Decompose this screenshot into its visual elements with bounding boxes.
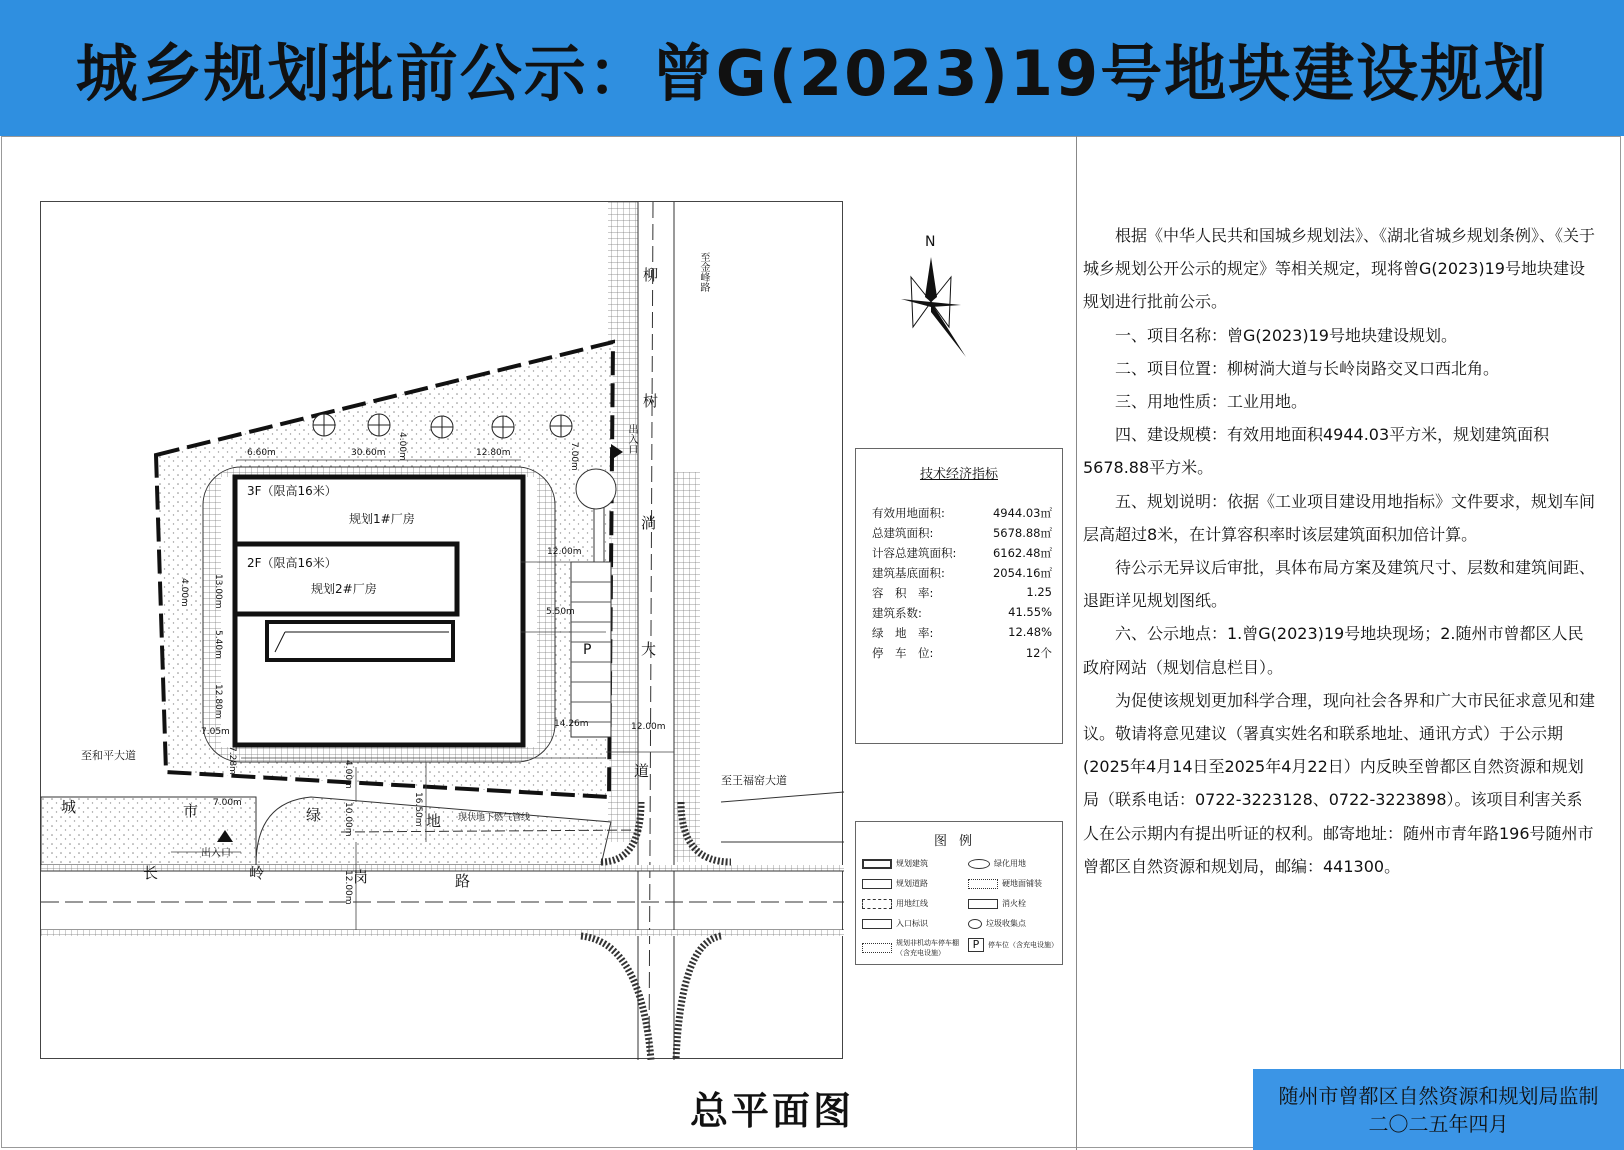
dim-6: 12.00m [547,547,582,557]
notice-paragraph: 为促使该规划更加科学合理，现向社会各界和广大市民征求意见和建议。敬请将意见建议（署真实姓名和联系地址、通讯方式）于公示期(2025年4月14日至2025年4月22日）内反映至曾都区自然资源和规划局（联系电话：0722-3223128、0722-3223898）。该项目利害关系人在公示期内有提出听证的权利。邮寄地址：随州市青年路196号随州市曾都区自然资源和规划局，邮编：441300。 [1083,690,1596,876]
tech-row [872,565,1052,581]
hydrant-icon [968,899,998,909]
building-1-floors: 3F（限高16米） [247,484,337,498]
paving-symbol-icon [968,879,998,889]
tech-key: 绿 地 率: [872,626,934,640]
tech-value: 1.25 [1026,585,1052,599]
dim-20: 12.00m [343,870,353,905]
legend-item [968,938,1058,952]
footer-date: 二〇二五年四月 [1368,1112,1509,1136]
dim-17: 16.50m [413,792,423,827]
notice-paragraph: 五、规划说明：依据《工业项目建设用地指标》文件要求，规划车间层高超过8米，在计算容积率时该层建筑面积加倍计算。 [1083,491,1596,544]
road-char-1: 柳 [643,266,659,284]
dim-13: 7.28m [227,746,237,775]
tech-key: 有效用地面积: [872,506,945,520]
legend [855,821,1063,965]
legend-label: 消火栓 [1002,899,1026,908]
green-char-3: 绿 [306,806,322,824]
page-title: 城乡规划批前公示：曾G(2023)19号地块建设规划 [75,36,1549,110]
legend-item [862,858,928,869]
dim-4: 4.00m [397,432,407,461]
tech-row [872,645,1052,661]
tech-key: 停 车 位: [872,646,934,660]
legend-label: 绿化用地 [994,859,1026,868]
green-char-1: 城 [61,798,77,816]
tech-title: 技术经济指标 [919,467,998,482]
legend-item [862,918,928,929]
dim-7: 5.50m [546,607,575,617]
dim-10: 5.40m [213,630,223,659]
entrance-east-label: 出入口 [626,424,637,454]
bike-shed-icon [862,943,892,953]
road-char-2: 树 [643,392,659,410]
dim-2: 30.60m [351,448,386,458]
dim-15: 12.00m [631,722,666,732]
tech-value: 4944.03㎡ [992,506,1052,520]
notice-paragraph: 四、建设规模：有效用地面积4944.03平方米，规划建筑面积5678.88平方米。 [1083,425,1550,478]
dim-18: 10.00m [343,802,353,837]
road-char-8: 岗 [353,868,369,886]
dim-3: 12.80m [476,448,511,458]
tech-value: 6162.48㎡ [992,546,1052,560]
site-plan-drawing [41,202,844,1060]
road-char-6: 长 [143,864,159,882]
footer-issuer: 随州市曾都区自然资源和规划局监制 [1278,1084,1599,1108]
green-land-icon [968,859,990,869]
header-banner [0,0,1624,136]
legend-item [968,898,1026,909]
building-2-floors: 2F（限高16米） [247,556,337,570]
legend-label: 用地红线 [896,899,928,908]
dim-1: 6.60m [247,448,276,458]
notice-paragraph: 一、项目名称：曾G(2023)19号地块建设规划。 [1115,325,1457,345]
garbage-point-icon [968,919,982,929]
legend-item [968,878,1042,889]
tech-key: 总建筑面积: [872,526,934,540]
entrance-marker-icon [862,919,892,929]
notice-text [1083,219,1598,883]
dim-8: 4.00m [179,578,189,607]
dim-14: 14.26m [554,719,589,729]
dim-5: 7.00m [569,442,579,471]
legend-label: 规划非机动车停车棚（含充电设施） [896,939,959,957]
notice-paragraph: 三、用地性质：工业用地。 [1115,392,1308,412]
legend-label: 垃圾收集点 [986,919,1026,928]
parking-icon: P [968,938,984,952]
tech-indicators-table [855,448,1063,744]
legend-item [862,898,928,909]
legend-label: 规划建筑 [896,859,928,868]
tech-row [872,585,1052,601]
legend-label: 硬地面铺装 [1002,879,1042,888]
road-char-4: 大 [641,640,657,658]
legend-label: 入口标识 [896,919,928,928]
dim-12: 7.05m [201,727,230,737]
road-char-3: 淌 [641,514,657,532]
tech-key: 建筑系数: [872,606,922,620]
tech-row [872,625,1052,641]
plan-title: 总平面图 [690,1089,855,1133]
notice-paragraph: 二、项目位置：柳树淌大道与长岭岗路交叉口西北角。 [1115,358,1500,378]
tech-key: 建筑基底面积: [872,566,945,580]
building-1-name: 规划1#厂房 [349,512,415,526]
tech-value: 5678.88㎡ [992,526,1052,540]
road-char-9: 路 [455,872,471,890]
legend-label: 停车位（含充电设施） [988,941,1058,949]
legend-label: 规划道路 [896,879,928,888]
column-divider [1076,136,1077,1150]
tech-value: 12.48% [1008,625,1052,639]
parking-mark: P [583,642,592,658]
building-2-name: 规划2#厂房 [311,582,377,596]
road-symbol-icon [862,879,892,889]
building-symbol-icon [862,859,892,869]
tech-value: 2054.16㎡ [992,566,1052,580]
legend-item [862,938,962,958]
legend-item [968,918,1026,929]
entrance-south-label: 出入口 [201,848,231,859]
tech-value: 12个 [1025,646,1052,660]
gas-line-label: 现状地下燃气管线 [458,813,531,823]
tech-row [872,525,1052,541]
tech-row [872,605,1052,621]
footer-badge [1253,1069,1624,1150]
dim-16: 4.00m [343,760,353,789]
notice-paragraph: 六、公示地点：1.曾G(2023)19号地块现场；2.随州市曾都区人民政府网站（规划信息栏目）。 [1083,624,1584,677]
tech-row [872,545,1052,561]
north-label: N [925,234,936,250]
notice-paragraph: 待公示无异议后审批，具体布局方案及建筑尺寸、层数和建筑间距、退距详见规划图纸。 [1083,558,1596,611]
tech-key: 容 积 率: [872,586,934,600]
green-char-4: 地 [426,812,442,830]
legend-item [968,858,1026,869]
legend-title: 图例 [933,834,984,849]
to-heping-label: 至和平大道 [81,749,136,762]
tech-value: 41.55% [1008,605,1052,619]
dim-19: 7.00m [213,798,242,808]
road-char-5: 道 [634,762,650,780]
red-line-icon [862,899,892,909]
road-char-7: 岭 [249,864,265,882]
north-arrow-icon [901,257,971,357]
notice-paragraph: 根据《中华人民共和国城乡规划法》、《湖北省城乡规划条例》、《关于城乡规划公开公示的规定》等相关规定，现将曾G(2023)19号地块建设规划进行批前公示。 [1083,226,1596,312]
to-jinfeng-label: 至金峰路 [698,252,709,292]
green-char-2: 市 [183,802,199,820]
tech-row [872,505,1052,521]
to-wangfuyao-label: 至王福窑大道 [721,774,787,787]
dim-9: 13.00m [213,574,223,609]
tech-key: 计容总建筑面积: [872,546,957,560]
legend-item [862,878,928,889]
dim-11: 12.80m [213,684,223,719]
